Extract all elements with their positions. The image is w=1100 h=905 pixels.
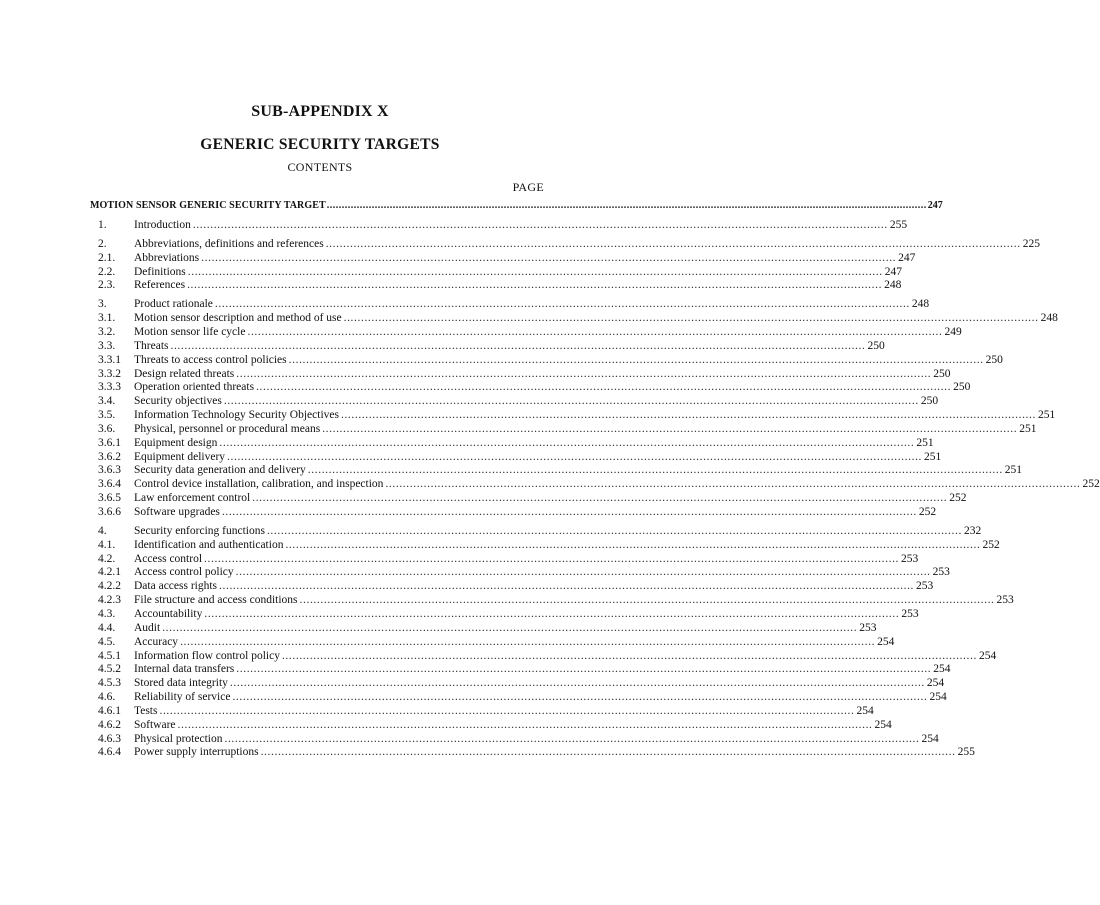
leader-dots: ........................................................................................................................................................................................................: [236, 663, 932, 675]
leader-dots: ........................................................................................................................................................................................................: [326, 200, 927, 211]
toc-entry-number: 4.2.2: [98, 580, 121, 592]
leader-dots: ........................................................................................................................................................................................................: [340, 409, 1036, 421]
toc-entry-number: 2.2.: [98, 266, 116, 278]
section-title-row: [90, 200, 943, 211]
toc-entry-number: 4.5.: [98, 636, 116, 648]
toc-entry-title: Threats: [134, 340, 169, 352]
toc-entry-title: Security objectives: [134, 395, 222, 407]
toc-entry-page: 250: [933, 368, 951, 380]
toc-entry-page: 255: [889, 219, 908, 231]
toc-entry-title: Product rationale: [134, 298, 213, 310]
toc-entry: [98, 621, 877, 635]
toc-entry-page: 250: [867, 340, 885, 352]
toc-entry-page: 251: [1004, 464, 1023, 476]
leader-dots: ........................................................................................................................................................................................................: [235, 566, 931, 578]
toc-entry-page: 247: [898, 252, 916, 264]
leader-dots: ........................................................................................................................................................................................................: [162, 622, 858, 634]
toc-entry-number: 4.: [98, 525, 107, 537]
toc-entry-page: 250: [920, 395, 939, 407]
toc-entry-title: Security data generation and delivery: [134, 464, 306, 476]
toc-entry-page: 252: [982, 539, 1000, 551]
toc-entry-number: 3.1.: [98, 312, 116, 324]
toc-entry: [98, 662, 951, 676]
toc-entry: [98, 676, 945, 690]
toc-entry-page: 252: [949, 492, 967, 504]
toc-entry-page: 232: [963, 525, 982, 537]
toc-entry: [98, 339, 885, 353]
toc-entry-page: 251: [916, 437, 934, 449]
toc-entry-page: 253: [859, 622, 877, 634]
toc-entry-title: Accountability: [134, 608, 203, 620]
toc-entry-title: Introduction: [134, 219, 191, 231]
leader-dots: ........................................................................................................................................................................................................: [170, 340, 866, 352]
toc-entry: [98, 745, 975, 759]
toc-entry-page: 253: [901, 608, 919, 620]
toc-entry-number: 3.3.: [98, 340, 116, 352]
toc-entry-number: 3.3.2: [98, 368, 121, 380]
toc-entry-title: Security enforcing functions: [134, 525, 265, 537]
leader-dots: ........................................................................................................................................................................................................: [266, 525, 962, 537]
toc-entry-title: Tests: [134, 705, 158, 717]
leader-dots: ........................................................................................................................................................................................................: [252, 492, 948, 504]
leader-dots: ........................................................................................................................................................................................................: [204, 553, 900, 565]
toc-entry-page: 253: [996, 594, 1014, 606]
toc-entry: [98, 251, 916, 265]
toc-entry: [98, 325, 962, 339]
toc-entry-title: Design related threats: [134, 368, 235, 380]
toc-entry: [98, 408, 1056, 422]
toc-entry-title: Abbreviations: [134, 252, 200, 264]
toc-entry-title: Definitions: [134, 266, 186, 278]
toc-entry-number: 4.2.1: [98, 566, 121, 578]
leader-dots: ........................................................................................................................................................................................................: [322, 423, 1018, 435]
toc-entry-number: 3.6.1: [98, 437, 121, 449]
toc-entry: [98, 732, 939, 746]
leader-dots: ........................................................................................................................................................................................................: [201, 252, 897, 264]
toc-entry-page: 254: [874, 719, 892, 731]
toc-entry: [98, 394, 939, 408]
toc-entry-number: 3.6.3: [98, 464, 121, 476]
toc-entry-number: 3.6.6: [98, 506, 121, 518]
leader-dots: ........................................................................................................................................................................................................: [232, 691, 928, 703]
toc-entry-page: 251: [1019, 423, 1037, 435]
toc-entry-title: Power supply interruptions: [134, 746, 259, 758]
toc-entry-number: 2.1.: [98, 252, 116, 264]
toc-entry-page: 252: [918, 506, 937, 518]
toc-entry: [98, 353, 1003, 367]
toc-entry-title: Control device installation, calibration, and inspection: [134, 478, 384, 490]
toc-entry-title: Information flow control policy: [134, 650, 280, 662]
toc-entry-page: 248: [1040, 312, 1058, 324]
toc-entry-number: 4.1.: [98, 539, 116, 551]
toc-entry-number: 3.2.: [98, 326, 116, 338]
leader-dots: ........................................................................................................................................................................................................: [180, 636, 876, 648]
leader-dots: ........................................................................................................................................................................................................: [285, 539, 981, 551]
toc-entry-page: 255: [957, 746, 975, 758]
toc-entry-title: Identification and authentication: [134, 539, 284, 551]
toc-entry-page: 254: [921, 733, 939, 745]
toc-entry-page: 248: [911, 298, 930, 310]
toc-entry: [98, 463, 1023, 477]
toc-entry: [98, 718, 892, 732]
leader-dots: ........................................................................................................................................................................................................: [192, 219, 888, 231]
toc-entry-page: 253: [932, 566, 950, 578]
toc-entry-page: 250: [953, 381, 971, 393]
toc-entry-title: Software: [134, 719, 176, 731]
toc-entry: [98, 311, 1058, 325]
toc-entry: [98, 607, 919, 621]
leader-dots: ........................................................................................................................................................................................................: [223, 395, 919, 407]
toc-entry-number: 4.6.2: [98, 719, 121, 731]
toc-entry-number: 3.6.2: [98, 451, 121, 463]
toc-entry-page: 254: [929, 691, 947, 703]
toc-entry: [98, 218, 908, 232]
leader-dots: ........................................................................................................................................................................................................: [187, 266, 883, 278]
leader-dots: ........................................................................................................................................................................................................: [221, 506, 917, 518]
toc-entry-title: Reliability of service: [134, 691, 231, 703]
leader-dots: ........................................................................................................................................................................................................: [325, 238, 1021, 250]
toc-entry-title: Physical, personnel or procedural means: [134, 423, 321, 435]
toc-entry-title: Stored data integrity: [134, 677, 228, 689]
toc-entry-number: 4.5.1: [98, 650, 121, 662]
toc-entry-page: 251: [1037, 409, 1056, 421]
toc-entry-number: 4.2.3: [98, 594, 121, 606]
toc-entry: [98, 491, 967, 505]
toc-entry: [98, 593, 1014, 607]
toc-entry-title: Information Technology Security Objectives: [134, 409, 339, 421]
toc-entry-page: 247: [884, 266, 902, 278]
toc-entry-title: Equipment delivery: [134, 451, 226, 463]
toc-entry-number: 4.4.: [98, 622, 116, 634]
toc-entry-number: 4.5.2: [98, 663, 121, 675]
leader-dots: ........................................................................................................................................................................................................: [236, 368, 932, 380]
section-title: MOTION SENSOR GENERIC SECURITY TARGET: [90, 200, 326, 211]
toc-entry-title: Motion sensor description and method of use: [134, 312, 342, 324]
leader-dots: ........................................................................................................................................................................................................: [307, 464, 1003, 476]
toc-entry: [98, 237, 1040, 251]
toc-entry-page: 252: [1082, 478, 1100, 490]
toc-entry-title: Motion sensor life cycle: [134, 326, 246, 338]
toc-entry-page: 254: [926, 677, 945, 689]
toc-entry-page: 248: [884, 279, 902, 291]
toc-entry-page: 253: [916, 580, 934, 592]
toc-entry-number: 3.6.5: [98, 492, 121, 504]
toc-entry-number: 4.2.: [98, 553, 116, 565]
toc-entry: [98, 565, 950, 579]
toc-entry-number: 3.6.: [98, 423, 116, 435]
toc-entry-page: 251: [924, 451, 942, 463]
toc-entry-page: 249: [944, 326, 962, 338]
leader-dots: ........................................................................................................................................................................................................: [219, 580, 915, 592]
toc-entry-number: 4.6.4: [98, 746, 121, 758]
toc-entry-title: Access control: [134, 553, 203, 565]
toc-entry-number: 4.6.: [98, 691, 116, 703]
toc-entry: [98, 367, 951, 381]
toc-entry-number: 3.3.3: [98, 381, 121, 393]
toc-entry-title: Equipment design: [134, 437, 218, 449]
toc-entry-page: 254: [856, 705, 874, 717]
toc-entry-title: Operation oriented threats: [134, 381, 255, 393]
toc-entry-title: Internal data transfers: [134, 663, 235, 675]
toc-entry-page: 225: [1022, 238, 1040, 250]
toc-entry-number: 4.6.3: [98, 733, 121, 745]
toc-entry-number: 3.3.1: [98, 354, 121, 366]
toc-entry: [98, 477, 1100, 491]
leader-dots: ........................................................................................................................................................................................................: [247, 326, 943, 338]
toc-entry: [98, 538, 1000, 552]
leader-dots: ........................................................................................................................................................................................................: [260, 746, 956, 758]
toc-entry-page: 250: [985, 354, 1003, 366]
toc-entry-page: 254: [978, 650, 997, 662]
leader-dots: ........................................................................................................................................................................................................: [343, 312, 1039, 324]
leader-dots: ........................................................................................................................................................................................................: [229, 677, 925, 689]
leader-dots: ........................................................................................................................................................................................................: [385, 478, 1081, 490]
toc-entry-title: Audit: [134, 622, 161, 634]
toc-entry: [98, 552, 919, 566]
toc-entry-title: Physical protection: [134, 733, 223, 745]
toc-entry-title: References: [134, 279, 186, 291]
page-column-heading: PAGE: [512, 180, 544, 194]
toc-entry-title: Software upgrades: [134, 506, 220, 518]
toc-entry-page: 253: [901, 553, 919, 565]
toc-entry-number: 3.4.: [98, 395, 116, 407]
leader-dots: ........................................................................................................................................................................................................: [299, 594, 995, 606]
toc-entry-number: 3.6.4: [98, 478, 121, 490]
toc-entry-title: Abbreviations, definitions and references: [134, 238, 324, 250]
leader-dots: ........................................................................................................................................................................................................: [227, 451, 923, 463]
leader-dots: ........................................................................................................................................................................................................: [177, 719, 873, 731]
section-page-number: 247: [927, 200, 943, 211]
toc-entry-title: Data access rights: [134, 580, 218, 592]
leader-dots: ........................................................................................................................................................................................................: [281, 650, 977, 662]
toc-entry-number: 2.: [98, 238, 107, 250]
toc-entry-number: 4.6.1: [98, 705, 121, 717]
toc-entry: [98, 690, 947, 704]
toc-entry: [98, 422, 1037, 436]
toc-entry: [98, 450, 942, 464]
toc-entry-number: 3.5.: [98, 409, 116, 421]
leader-dots: ........................................................................................................................................................................................................: [159, 705, 855, 717]
leader-dots: ........................................................................................................................................................................................................: [204, 608, 900, 620]
toc-entry-page: 254: [877, 636, 895, 648]
page-title: SUB-APPENDIX X: [251, 103, 389, 120]
toc-entry: [98, 265, 902, 279]
toc-entry-number: 2.3.: [98, 279, 116, 291]
leader-dots: ........................................................................................................................................................................................................: [288, 354, 984, 366]
toc-entry-number: 3.: [98, 298, 107, 310]
toc-entry-title: Access control policy: [134, 566, 234, 578]
toc-entry-title: Threats to access control policies: [134, 354, 287, 366]
toc-entry: [98, 380, 971, 394]
toc-entry: [98, 278, 902, 292]
toc-entry-number: 4.3.: [98, 608, 116, 620]
toc-entry-title: File structure and access conditions: [134, 594, 298, 606]
toc-entry: [98, 436, 934, 450]
toc-entry: [98, 704, 874, 718]
toc-entry-title: Law enforcement control: [134, 492, 251, 504]
toc-entry: [98, 297, 930, 311]
page-subtitle: GENERIC SECURITY TARGETS: [200, 136, 440, 153]
contents-heading: CONTENTS: [287, 160, 353, 174]
toc-entry: [98, 635, 895, 649]
leader-dots: ........................................................................................................................................................................................................: [256, 381, 952, 393]
leader-dots: ........................................................................................................................................................................................................: [214, 298, 910, 310]
toc-entry: [98, 649, 997, 663]
toc-entry-page: 254: [933, 663, 951, 675]
toc-entry-title: Accuracy: [134, 636, 179, 648]
toc-entry: [98, 524, 982, 538]
toc-entry-number: 4.5.3: [98, 677, 121, 689]
leader-dots: ........................................................................................................................................................................................................: [224, 733, 920, 745]
leader-dots: ........................................................................................................................................................................................................: [187, 279, 883, 291]
toc-entry: [98, 579, 934, 593]
leader-dots: ........................................................................................................................................................................................................: [219, 437, 915, 449]
toc-entry: [98, 505, 937, 519]
toc-entry-number: 1.: [98, 219, 107, 231]
